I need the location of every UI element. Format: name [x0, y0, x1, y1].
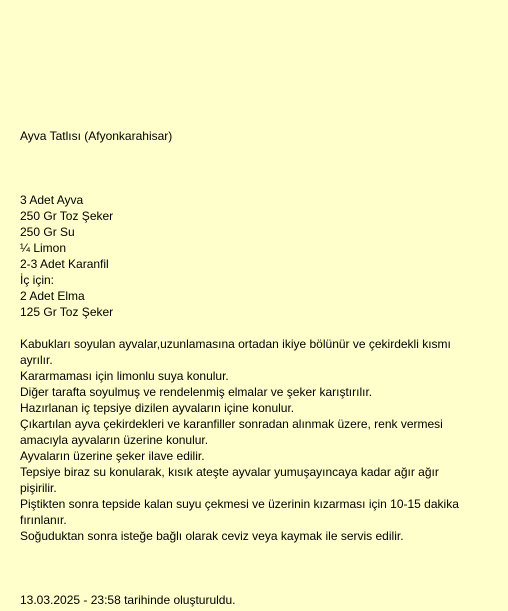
ingredient-item: 125 Gr Toz Şeker — [20, 305, 114, 319]
ingredient-item: 2-3 Adet Karanfil — [20, 257, 109, 271]
ingredient-item: 3 Adet Ayva — [20, 193, 84, 207]
ingredient-item: 2 Adet Elma — [20, 289, 85, 303]
instruction-step: Soğuduktan sonra isteğe bağlı olarak ceviz veya kaymak ile servis edilir. — [20, 529, 404, 543]
instruction-step: Piştikten sonra tepside kalan suyu çekmesi ve üzerinin kızarması için 10-15 dakika fırınlanır. — [20, 497, 459, 527]
instruction-step: Hazırlanan iç tepsiye dizilen ayvaların içine konulur. — [20, 401, 295, 415]
instruction-step: Tepsiye biraz su konularak, kısık ateşte ayvalar yumuşayıncaya kadar ağır ağır pişirilir. — [20, 465, 439, 495]
ingredient-item: 250 Gr Su — [20, 225, 75, 239]
recipe-title: Ayva Tatlısı (Afyonkarahisar) — [20, 129, 173, 143]
ingredients-list — [20, 192, 113, 320]
instruction-step: Çıkartılan ayva çekirdekleri ve karanfiller sonradan alınmak üzere, renk vermesi amacıyla ayvaların üzerine konulur. — [20, 417, 443, 447]
ingredient-item: ¼ Limon — [20, 241, 67, 255]
instruction-step: Kabukları soyulan ayvalar,uzunlamasına ortadan ikiye bölünür ve çekirdekli kısmı ayrılır. — [20, 337, 451, 367]
instructions — [20, 336, 470, 544]
ingredient-section-label: İç için: — [20, 273, 55, 287]
instruction-step: Ayvaların üzerine şeker ilave edilir. — [20, 449, 205, 463]
instruction-step: Kararmaması için limonlu suya konulur. — [20, 369, 229, 383]
created-timestamp: 13.03.2025 - 23:58 tarihinde oluşturuldu. — [20, 593, 236, 607]
instruction-step: Diğer tarafta soyulmuş ve rendelenmiş elmalar ve şeker karıştırılır. — [20, 385, 373, 399]
ingredient-item: 250 Gr Toz Şeker — [20, 209, 114, 223]
